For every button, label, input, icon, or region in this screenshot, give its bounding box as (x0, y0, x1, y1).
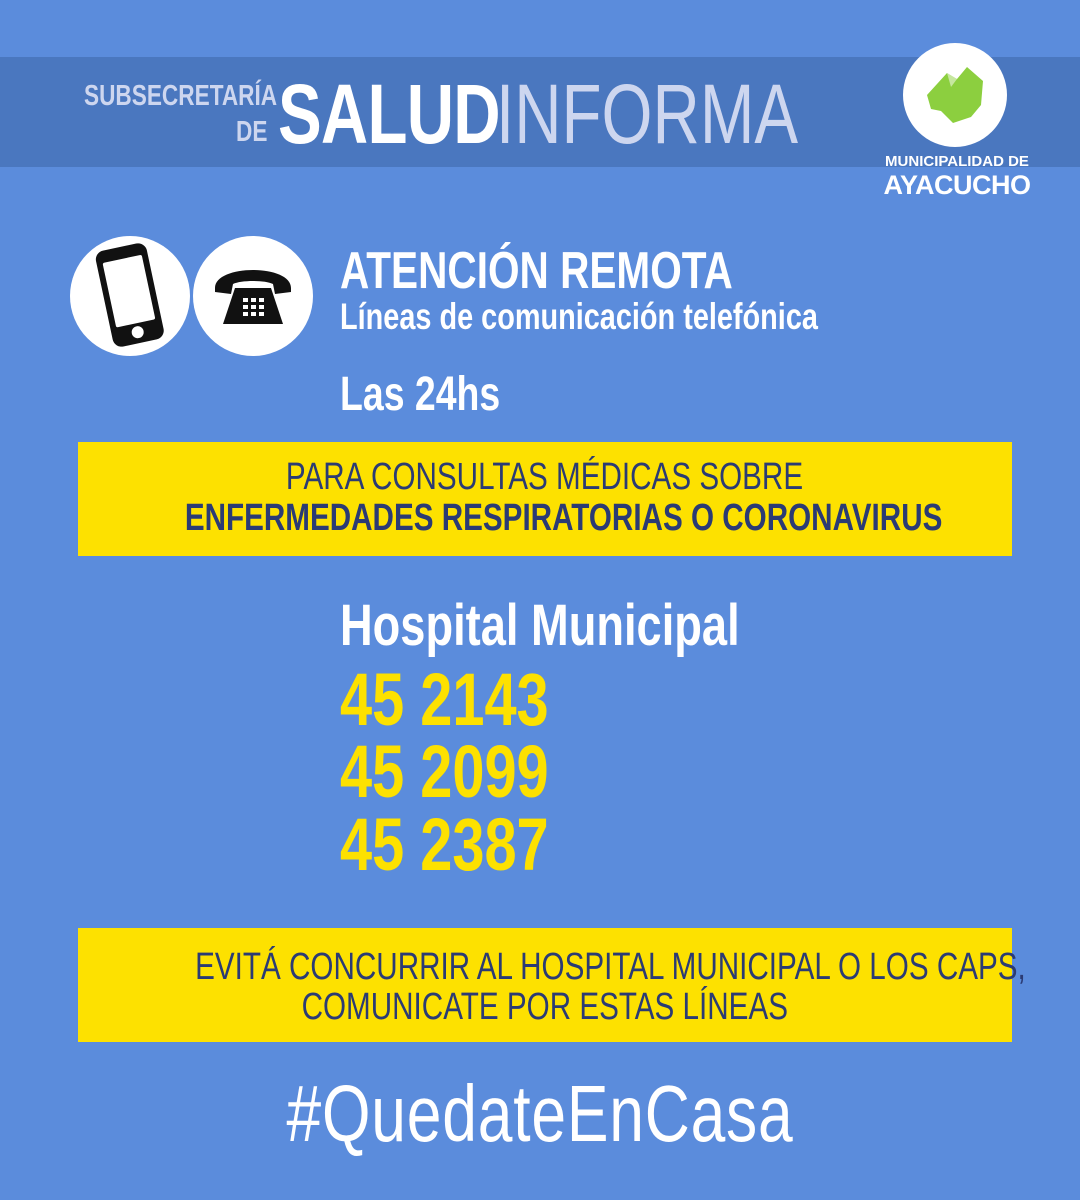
ayacucho-map-icon (917, 57, 993, 133)
consultas-line2: ENFERMEDADES RESPIRATORIAS O CORONAVIRUS (184, 497, 943, 539)
phone-number: 45 2099 (340, 730, 549, 813)
logo-ayacucho: AYACUCHO (883, 170, 1031, 200)
atencion-remota-title: ATENCIÓN REMOTA (340, 242, 733, 300)
phone-number: 45 2387 (340, 803, 549, 886)
mobile-phone-icon (70, 236, 190, 356)
landline-phone-icon (193, 236, 313, 356)
logo-municipalidad: MUNICIPALIDAD DE (885, 153, 1029, 170)
lineas-subtitle: Líneas de comunicación telefónica (340, 296, 818, 337)
hospital-name: Hospital Municipal (340, 593, 740, 658)
hashtag: #QuedateEnCasa (286, 1069, 794, 1158)
hours-label: Las 24hs (340, 368, 501, 421)
evita-box (78, 928, 1026, 1042)
informa-title: INFORMA (496, 67, 799, 161)
phone-number: 45 2143 (340, 658, 549, 741)
salud-title: SALUD (278, 67, 500, 161)
consultas-box (78, 442, 1012, 556)
subsecretaria-label: SUBSECRETARÍA (84, 80, 278, 112)
evita-line2: COMUNICATE POR ESTAS LÍNEAS (301, 986, 789, 1028)
municipal-logo (903, 43, 1007, 147)
consultas-line1: PARA CONSULTAS MÉDICAS SOBRE (286, 456, 804, 498)
evita-line1: EVITÁ CONCURRIR AL HOSPITAL MUNICIPAL O LOS CAPS, (195, 946, 1026, 988)
de-label: DE (236, 116, 268, 148)
